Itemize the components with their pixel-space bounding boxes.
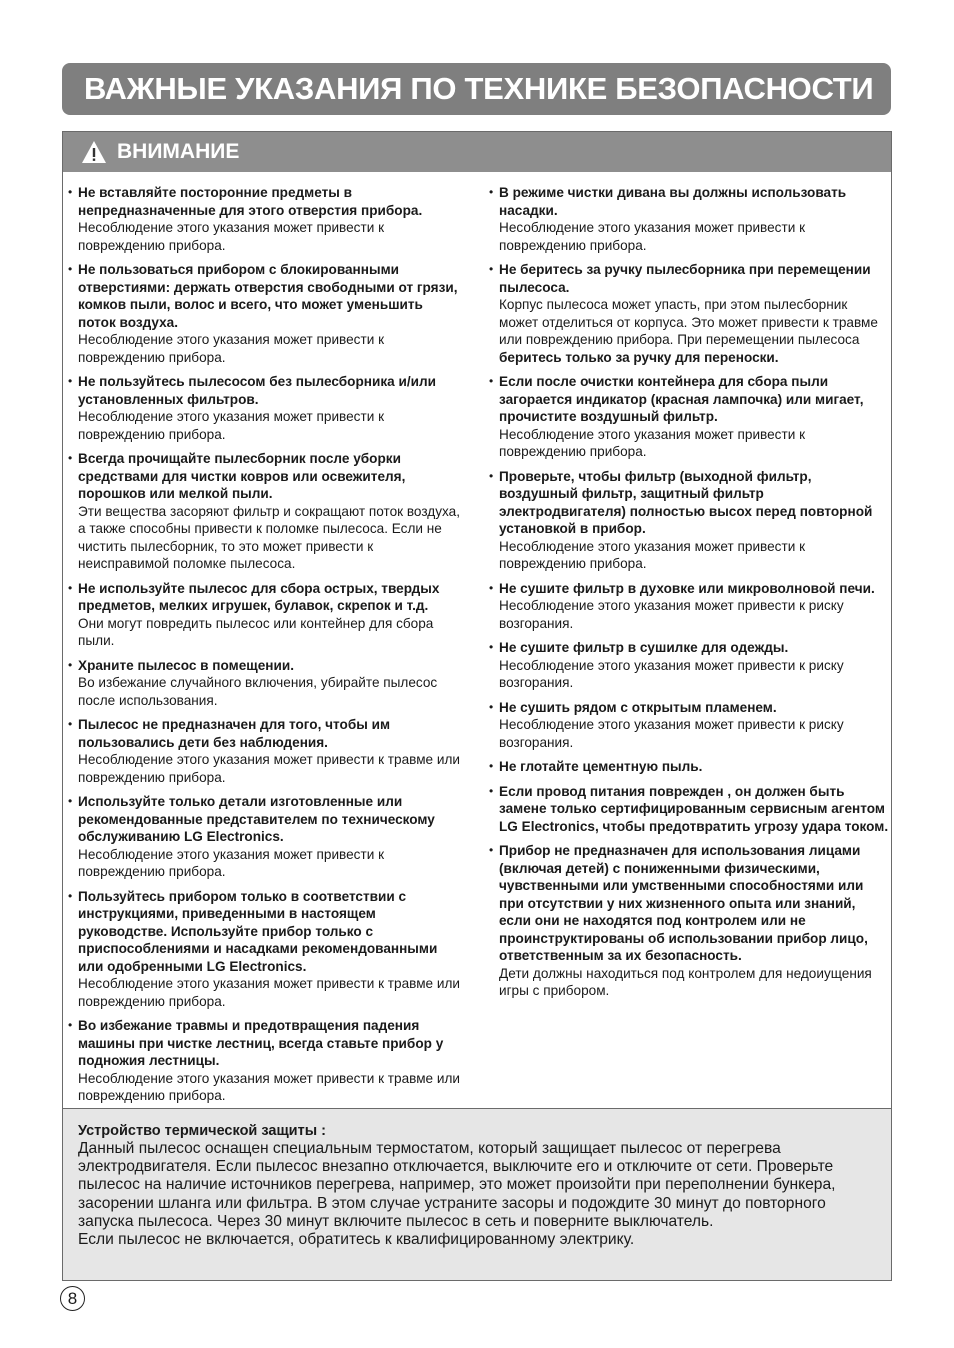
list-item: [489, 184, 889, 254]
item-text: [78, 674, 463, 709]
item-heading: Не пользоваться прибором с блокированными отверстиями: держать отверстия свободными от грязи, комков пыли, волос и всего, что может уменьшить поток воздуха.: [78, 262, 458, 330]
item-text: [78, 846, 463, 881]
item-text-body: Несоблюдение этого указания может привести к повреждению прибора.: [499, 220, 806, 253]
list-item: [489, 373, 889, 461]
bullet-icon: •: [489, 185, 494, 199]
thermal-body: Данный пылесос оснащен специальным термостатом, который защищает пылесос от перегрева электродвигателя. Если пылесос внезапно отключается, выключите его и отключите от сети. Проверьте пылесос на наличие источников перегрева, например, это может произойти при переполнении бункера, засорении шланга или фильтра. В этом случае устраните засоры и подождите 30 минут до повторного запуска пылесоса. Через 30 минут включите пылесос в сеть и поверните выключатель.: [78, 1140, 836, 1230]
bullet-icon: •: [68, 185, 73, 199]
item-heading: Всегда прочищайте пылесборник после уборки средствами для чистки ковров или освежителя, порошков или мелкой пыли.: [78, 451, 406, 501]
list-item: [68, 580, 463, 650]
item-heading: Прибор не предназначен для использования лицами (включая детей) с пониженными физическими, чувственными или умственными способностями или при отсутствии у них жизненного опыта или знаний, если они не находятся под контролем или не проинструктированы об использовании прибор лицо, ответственным за их безопасность.: [499, 843, 868, 963]
item-text: [78, 503, 463, 573]
item-text: [499, 538, 889, 573]
warning-title: ВНИМАНИЕ: [117, 140, 240, 163]
list-item: [68, 657, 463, 710]
title-bar: [62, 63, 891, 115]
item-heading: Во избежание травмы и предотвращения падения машины при чистке лестниц, всегда ставьте прибор у подножия лестницы.: [78, 1018, 444, 1068]
item-text-body: Несоблюдение этого указания может привести к повреждению прибора.: [78, 409, 385, 442]
bullet-icon: •: [68, 374, 73, 388]
item-text-body: Несоблюдение этого указания может привести к травме или повреждению прибора.: [78, 1070, 461, 1103]
list-item: [489, 468, 889, 573]
item-heading: Не беритесь за ручку пылесборника при перемещении пылесоса.: [499, 262, 871, 295]
item-text-body: Несоблюдение этого указания может привести к риску возгорания.: [499, 598, 844, 631]
item-text-body: Дети должны находиться под контролем для недоиущения игры с прибором.: [499, 965, 872, 998]
bullet-icon: •: [68, 1018, 73, 1032]
item-text-body: Несоблюдение этого указания может привести к повреждению прибора.: [499, 426, 806, 459]
item-text: [499, 965, 889, 1000]
list-item: [489, 639, 889, 692]
bullet-icon: •: [489, 843, 494, 857]
bullet-icon: •: [489, 580, 494, 595]
list-item: [68, 793, 463, 881]
item-text: [78, 751, 463, 786]
item-text: [78, 615, 463, 650]
item-text-body: Корпус пылесоса может упасть, при этом пылесборник может отделиться от корпуса. Это может привести к травме или повреждению прибора. При перемещении пылесоса: [499, 297, 878, 347]
item-heading: Не глотайте цементную пыль.: [499, 759, 703, 774]
warning-section: [62, 131, 892, 1108]
item-text-body: Несоблюдение этого указания может привести к повреждению прибора.: [78, 220, 385, 253]
item-heading: Не используйте пылесос для сбора острых, твердых предметов, мелких игрушек, булавок, скрепок и т.д.: [78, 580, 440, 613]
bullet-icon: •: [68, 262, 73, 276]
item-heading: Храните пылесос в помещении.: [78, 657, 294, 673]
list-item: [68, 373, 463, 443]
bullet-icon: •: [489, 759, 494, 773]
item-text: [78, 1070, 463, 1105]
bullet-icon: •: [68, 717, 73, 731]
thermal-body-2: Если пылесос не включается, обратитесь к квалифицированному электрику.: [78, 1231, 635, 1249]
item-text-body: Несоблюдение этого указания может привести к риску возгорания.: [499, 657, 844, 690]
item-text: [499, 657, 889, 692]
bullet-icon: •: [68, 794, 73, 808]
item-heading: Проверьте, чтобы фильтр (выходной фильтр, воздушный фильтр, защитный фильтр электродвигателя) полностью высох перед повторной установкой в прибор.: [499, 468, 873, 536]
item-heading: Если после очистки контейнера для сбора пыли загорается индикатор (красная лампочка) или мигает, прочистите воздушный фильтр.: [499, 374, 864, 424]
list-item: [68, 184, 463, 254]
right-column: [489, 184, 889, 1007]
bullet-icon: •: [489, 262, 494, 276]
list-item: [489, 758, 889, 776]
bullet-icon: •: [68, 888, 73, 903]
bullet-icon: •: [68, 580, 73, 595]
warning-header: [63, 132, 891, 172]
item-text-body: Несоблюдение этого указания может привести к повреждению прибора.: [78, 332, 385, 365]
item-text-body: Несоблюдение этого указания может привести к риску возгорания.: [499, 717, 844, 750]
item-text: [499, 426, 889, 461]
item-heading: В режиме чистки дивана вы должны использовать насадки.: [499, 185, 847, 218]
item-text: [499, 597, 889, 632]
item-text: [499, 716, 889, 751]
item-text-body: Несоблюдение этого указания может привести к повреждению прибора.: [499, 538, 806, 571]
page-title: ВАЖНЫЕ УКАЗАНИЯ ПО ТЕХНИКЕ БЕЗОПАСНОСТИ: [84, 71, 874, 106]
list-item: [68, 888, 463, 1011]
bullet-icon: •: [489, 374, 494, 388]
list-item: [68, 1017, 463, 1105]
item-text-body: Во избежание случайного включения, убирайте пылесос после использования.: [78, 675, 438, 708]
item-heading: Если провод питания поврежден , он должен быть замене только сертифицированным сервисным агентом LG Electronics, чтобы предотвратить угрозу удара током.: [499, 783, 889, 834]
item-heading: Пользуйтесь прибором только в соответствии с инструкциями, приведенными в настоящем руководстве. Используйте прибор только с приспособлениями и насадками рекомендованными или одобренными LG Electronics.: [78, 888, 438, 974]
item-heading: Не вставляйте посторонние предметы в непредназначенные для этого отверстия прибора.: [78, 185, 423, 218]
item-heading: Не сушите фильтр в сушилке для одежды.: [499, 640, 789, 655]
item-text: [499, 296, 889, 366]
item-text-body: Эти вещества засоряют фильтр и сокращают поток воздуха, а также способны привести к поломке пылесоса. Если не чистить пылесборник, то это может привести к неисправимой поломке пылесоса.: [78, 503, 460, 571]
list-item: [489, 842, 889, 1000]
list-item: [68, 450, 463, 573]
left-column: [68, 184, 463, 1112]
item-text-body: Несоблюдение этого указания может привести к повреждению прибора.: [78, 846, 385, 879]
item-text: [78, 975, 463, 1010]
item-text: [78, 331, 463, 366]
item-heading: Не сушите фильтр в духовке или микроволновой печи.: [499, 580, 875, 596]
item-heading: Используйте только детали изготовленные или рекомендованные представителем по техническому обслуживанию LG Electronics.: [78, 794, 435, 844]
thermal-protection-note: [62, 1108, 892, 1281]
bullet-icon: •: [489, 783, 494, 798]
page-number: 8: [60, 1286, 85, 1311]
list-item: [489, 783, 889, 836]
bullet-icon: •: [68, 657, 73, 672]
item-heading: Пылесос не предназначен для того, чтобы им пользовались дети без наблюдения.: [78, 717, 391, 750]
item-heading: Не сушить рядом с открытым пламенем.: [499, 699, 777, 715]
list-item: [489, 261, 889, 366]
warning-triangle-icon: [81, 140, 107, 164]
item-text-body: Несоблюдение этого указания может привести к травме или повреждению прибора.: [78, 752, 461, 785]
list-item: [68, 716, 463, 786]
item-text: [78, 408, 463, 443]
list-item: [489, 699, 889, 752]
thermal-heading: Устройство термической защиты :: [78, 1123, 326, 1139]
bullet-icon: •: [489, 640, 494, 654]
bullet-icon: •: [489, 468, 494, 483]
item-text-body: Несоблюдение этого указания может привести к травме или повреждению прибора.: [78, 976, 461, 1009]
item-text: [78, 219, 463, 254]
item-text-body: Они могут повредить пылесос или контейнер для сбора пыли.: [78, 615, 434, 648]
list-item: [489, 580, 889, 633]
item-text-emphasis: беритесь только за ручку для переноски.: [499, 349, 779, 365]
item-text: [499, 219, 889, 254]
list-item: [68, 261, 463, 366]
bullet-icon: •: [68, 451, 73, 465]
bullet-icon: •: [489, 699, 494, 714]
item-heading: Не пользуйтесь пылесосом без пылесборника и/или установленных фильтров.: [78, 374, 436, 407]
